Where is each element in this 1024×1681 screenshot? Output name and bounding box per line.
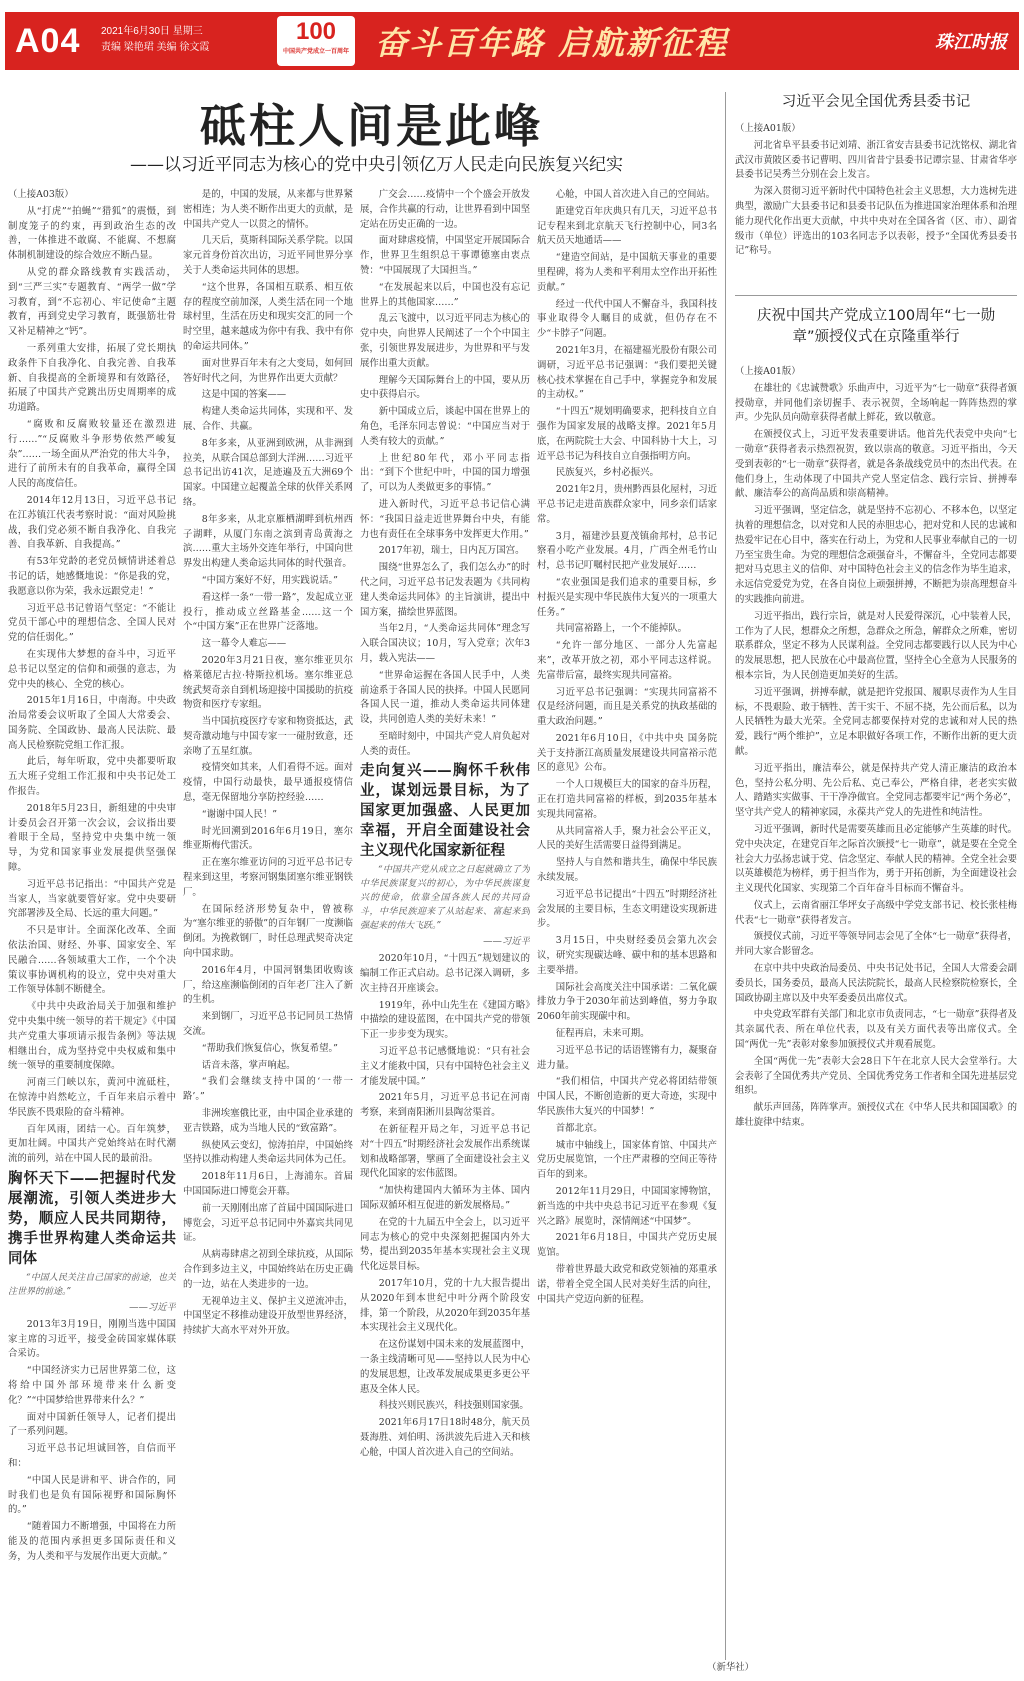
paragraph: 在这份谋划中国未来的发展蓝图中，一条主线清晰可见——坚持以人民为中心的发展思想，让改革发展成果更多更公平惠及全体人民。 [360,1339,530,1395]
quote-attribution: ——习近平 [483,936,530,948]
article-credit: （新华社） [707,1662,754,1673]
paragraph: 1919年，孙中山先生在《建国方略》中描绘的建设蓝图，在中国共产党的带领下正一步步变为现实。 [360,999,530,1041]
paragraph: “这个世界，各国相互联系、相互依存的程度空前加深，人类生活在同一个地球村里，生活在历史和现实交汇的同一个时空里，越来越成为你中有我、我中有你的命运共同体。” [183,281,353,352]
paragraph: 在颁授仪式上，习近平发表重要讲话。他首先代表党中央向“七一勋章”获得者表示热烈祝贺，致以崇高的敬意。习近平指出，今天受到表彰的“七一勋章”获得者，就是各条战线党员中的杰出代表。在他们身上，生动体现了中国共产党人坚定信念、践行宗旨、拼搏奉献、廉洁奉公的高尚品质和崇高精神。 [735,429,1017,500]
paragraph: 距建党百年庆典只有几天，习近平总书记专程来到北京航天飞行控制中心，同3名航天员天地通话—— [537,205,717,247]
paragraph: “随着国力不断增强，中国将在力所能及的范围内承担更多国际责任和义务，为人类和平与发展作出更大贡献。” [8,1521,176,1562]
section-divider [735,295,1017,296]
paragraph: 来到钢厂，习近平总书记同员工热情交流。 [183,1011,353,1038]
paragraph: “腐败和反腐败较量还在激烈进行……”“反腐败斗争形势依然严峻复杂”……一场全面从严治党的伟大斗争，进行了前所未有的自我革命，赢得全国人民的高度信任。 [8,418,176,490]
paragraph: 围绕“世界怎么了，我们怎么办”的时代之问，习近平总书记发表题为《共同构建人类命运共同体》的主旨演讲，提出中国方案，描绘世界蓝图。 [360,562,530,618]
section-subtitle: 胸怀天下——把握时代发展潮流，引领人类进步大势，顺应人民共同期待，携手世界构建人类命运共同体 [8,1171,176,1267]
side-headline-1: 习近平会见全国优秀县委书记 [781,94,971,110]
paragraph: “允许一部分地区、一部分人先富起来”，改革开放之初，邓小平同志这样说。先富带后富，最终实现共同富裕。 [537,640,717,681]
paragraph: 在国际经济形势复杂中，曾被称为“塞尔维亚的骄傲”的百年钢厂一度濒临倒闭。为挽救钢厂，时任总理武契奇决定向中国求助。 [183,903,353,960]
paragraph: 无视单边主义、保护主义逆流冲击，中国坚定不移推动建设开放型世界经济，持续扩大高水平对外开放。 [183,1295,353,1337]
paragraph: 几天后，莫斯科国际关系学院。以国家元首身份首次出访，习近平同世界分享关于人类命运共同体的思想。 [183,235,353,276]
paragraph: 首都北京。 [555,1122,603,1134]
paragraph: 这一幕令人难忘—— [201,638,287,650]
article-column-3 [360,188,530,1660]
source-note: （上接A01版） [735,123,801,134]
newspaper-name: 珠江时报 [935,32,1007,53]
paragraph: 一个人口规模巨大的国家的奋斗历程，正在打造共同富裕的样板，到2035年基本实现共同富裕。 [537,779,717,820]
banner-slogan: 奋斗百年路 启航新征程 [375,24,729,62]
paragraph: 此后，每年听取，党中央都要听取五大班子党组工作汇报和中央书记处工作报告。 [8,756,176,798]
paragraph: 2021年6月10日，《中共中央 国务院关于支持浙江高质量发展建设共同富裕示范区的意见》公布。 [537,732,717,774]
paragraph: 一系列重大安排，拓展了党长期执政条件下自我净化、自我完善、自我革新、自我提高的全新境界和有效路径，拓展了中国共产党跳出历史周期率的成功道路。 [8,342,176,414]
quote-attribution: ——习近平 [129,1302,176,1313]
paragraph: “中国方案好不好，用实践说话。” [201,574,338,586]
paragraph: 在党的十九届五中全会上，以习近平同志为核心的党中央深刻把握国内外大势，提出到2035年基本实现社会主义现代化远景目标。 [360,1216,530,1273]
paragraph: 2014年12月13日，习近平总书记在江苏镇江代表考察时说：“面对风险挑战，我们党必须不断自我净化、自我完善、自我革新、自我提高。” [8,494,176,551]
paragraph: 纵使风云变幻，惊涛拍岸，中国始终坚持以推动构建人类命运共同体为己任。 [183,1139,353,1166]
paragraph: 坚持人与自然和谐共生，确保中华民族永续发展。 [537,857,717,884]
paragraph: 2015年1月16日，中南海。中央政治局常委会议听取了全国人大常委会、国务院、全国政协、最高人民法院、最高人民检察院党组工作汇报。 [8,695,176,751]
paragraph: 3月，福建沙县夏茂镇俞邦村，总书记察看小吃产业发展。4月，广西全州毛竹山村，总书记叮嘱村民把产业发展好…… [537,530,717,572]
paragraph: 科技兴则民族兴，科技强则国家强。 [378,1400,529,1412]
paragraph: 在雄壮的《忠诚赞歌》乐曲声中，习近平为“七一勋章”获得者颁授勋章，并同他们亲切握手、表示祝贺，全场响起一阵阵热烈的掌声。少先队员向勋章获得者献上鲜花，致以敬意。 [735,382,1017,424]
article-column-4 [537,188,717,1660]
paragraph: 河南三门峡以东，黄河中流砥柱，在惊涛中岿然屹立，千百年来启示着中华民族不畏艰险的奋斗精神。 [8,1077,176,1118]
article-column-2 [183,188,353,1660]
paragraph: 2018年11月6日，上海浦东。首届中国国际进口博览会开幕。 [183,1171,353,1197]
paragraph: 时光回溯到2016年6月19日，塞尔维亚斯梅代雷沃。 [183,825,353,852]
paragraph: 经过一代代中国人不懈奋斗，我国科技事业取得令人瞩目的成就，但仍存在不少“卡脖子”问题。 [537,298,717,340]
paragraph: 2017年10月，党的十九大报告提出从2020年到本世纪中叶分两个阶段安排，第一个阶段，从2020年到2035年基本实现社会主义现代化。 [360,1278,530,1334]
paragraph: 前一天刚刚出席了首届中国国际进口博览会，习近平总书记同中外嘉宾共同见证。 [183,1202,353,1244]
paragraph: 2013年3月19日，刚刚当选中国国家主席的习近平，接受金砖国家媒体联合采访。 [8,1318,176,1360]
pull-quote: “中国人民关注自己国家的前途，也关注世界的前途。” [8,1273,176,1297]
paragraph: 广交会……疫情中一个个盛会开放发展，合作共赢的行动，让世界看到中国坚定站在历史正确的一边。 [360,189,530,230]
paragraph: 全国“两优一先”表彰大会28日下午在北京人民大会堂举行。大会表彰了全国优秀共产党员、全国优秀党务工作者和全国先进基层党组织。 [735,1055,1017,1097]
paragraph: 看这样一条“一带一路”，发起成立亚投行，推动成立丝路基金……这一个个“中国方案”正在世界广泛落地。 [183,591,353,633]
paragraph: 8年多来，从亚洲到欧洲，从非洲到拉美，从联合国总部到大洋洲……习近平总书记出访41次，足迹遍及五大洲69个国家。中国建立起覆盖全球的伙伴关系网络。 [183,437,353,508]
paragraph: 这是中国的答案—— [201,389,287,401]
paragraph: 疫情突如其来，人们看得不远。面对疫情，中国行动最快，最早通报疫情信息，毫无保留地分享防控经验…… [183,762,353,804]
issue-meta [101,24,209,56]
paragraph: 至暗时刻中，中国共产党人肩负起对人类的责任。 [360,730,530,757]
source-note: （上接A03版） [8,189,74,200]
paragraph: 面对肆虐疫情，中国坚定开展国际合作，世界卫生组织总干事谭德塞由衷点赞：“中国展现了大国担当。” [360,235,530,276]
paragraph: 城市中轴线上，国家体育馆、中国共产党历史展览馆，一个庄严肃穆的空间正等待百年的到来。 [537,1139,717,1181]
paragraph: 共同富裕路上，一个不能掉队。 [555,623,688,635]
paragraph: 有53年党龄的老党员倾情讲述着总书记的话，她感慨地说：“你是我的党，我愿意以你为荣，我永远跟党走！” [8,556,176,597]
side-article-2-body [735,365,1017,1660]
paragraph: 献乐声回荡，阵阵掌声。颁授仪式在《中华人民共和国国歌》的雄壮旋律中结束。 [735,1102,1017,1129]
pull-quote: “中国共产党从成立之日起就确立了为中华民族谋复兴的初心，为中华民族谋复兴的使命，依靠全国各族人民的共同奋斗，中华民族迎来了从站起来、富起来到强起来的伟大飞跃。” [360,865,530,932]
paragraph: 带着世界最大政党和政党领袖的郑重承诺，带着全党全国人民对美好生活的向往，中国共产党迈向新的征程。 [537,1263,717,1305]
paragraph: “谢谢中国人民！” [201,808,278,820]
paragraph: 河北省阜平县委书记刘靖、浙江省安吉县委书记沈铭权、湖北省武汉市黄陂区委书记曹明、四川省昔宁县委书记谭宗显、甘肃省华亭县委书记吴秀兰分别在会上发言。 [735,139,1017,181]
side-headline-2: 庆祝中国共产党成立100周年“七一勋章”颁授仪式在京隆重举行 [756,308,996,345]
paragraph: 当中国抗疫医疗专家和物资抵达，武契奇激动地与中国专家一一碰肘致意，还亲吻了五星红旗。 [183,716,353,757]
paragraph: 进入新时代，习近平总书记信心满怀：“我国日益走近世界舞台中央，有能力也有责任在全球事务中发挥更大作用。” [360,498,530,540]
paragraph: 2021年2月，贵州黔西县化屋村，习近平总书记走进苗族群众家中，同乡亲们话家常。 [537,484,717,525]
paragraph: 习近平强调，新时代是需要英雄而且必定能够产生英雄的时代。党中央决定，在建党百年之际首次颁授“七一勋章”，就是要在全党全社会大力弘扬忠诚于党、信念坚定、奉献人民的精神。全党全社会要以英雄模范为榜样，勇于担当作为，勇于开拓创新，为全面建设社会主义现代化国家、实现第二个百年奋斗目标而不懈奋斗。 [735,823,1017,895]
paragraph: 8年多来，从北京雁栖湖畔到杭州西子湖畔，从厦门东南之滨到青岛黄海之滨……重大主场外交连年举行，中国向世界发出构建人类命运共同体的时代强音。 [183,513,353,570]
emblem-number: 100 [295,18,337,45]
paragraph: 乱云飞渡中，以习近平同志为核心的党中央，向世界人民阐述了一个个中国主张，引领世界发展进步，为世界和平与发展作出重大贡献。 [360,313,530,369]
column-divider [725,92,726,1660]
paragraph: 习近平强调，拼搏奉献，就是把许党报国、履职尽责作为人生目标，不畏艰险、敢于牺牲、苦干实干、不屈不挠，先公而后私，以为人民牺牲为最大光荣。全党同志都要保持对党的忠诚和对人民的热爱，践行“两个维护”，立足本职做好各项工作，不断作出新的更大贡献。 [735,686,1017,757]
paragraph: 中央党政军群有关部门和北京市负责同志，“七一勋章”获得者及其亲属代表、所在单位代表，以及有关方面代表等出席仪式。全国“两优一先”表彰对象参加颁授仪式并观看展览。 [735,1009,1017,1051]
paragraph: 从党的群众路线教育实践活动，到“三严三实”专题教育、“两学一做”学习教育，到“不忘初心、牢记使命”主题教育，再到党史学习教育，既强筋壮骨又补足精神之“钙”。 [8,266,176,338]
paragraph: 2020年10月，“十四五”规划建议的编制工作正式启动。总书记深入调研，多次主持召开座谈会。 [360,953,530,994]
paragraph: 2020年3月21日夜，塞尔维亚贝尔格莱德尼古拉·特斯拉机场。塞尔维亚总统武契奇亲自到机场迎接中国援助的抗疫物资和医疗专家组。 [183,654,353,711]
paragraph: 2021年5月，习近平总书记在河南考察，来到南阳淅川县陶岔渠首。 [360,1092,530,1119]
paragraph: “世界命运握在各国人民手中，人类前途系于各国人民的抉择。中国人民愿同各国人民一道，推动人类命运共同体建设，共同创造人类的美好未来！” [360,669,530,726]
paragraph: 习近平强调，坚定信念，就是坚持不忘初心、不移本色，以坚定执着的理想信念，以对党和人民的赤胆忠心，把对党和人民的忠诚和热爱牢记在心目中，落实在行动上，为党和人民事业奉献自己的一切乃至宝贵生命。为党的理想信念顽强奋斗，不懈奋斗，全党同志都要把对马克思主义的信仰、对中国特色社会主义的信念作为毕生追求，永远信党爱党为党，在各自岗位上顽强拼搏，不断把为崇高理想奋斗的实践推向前进。 [735,505,1017,605]
issue-editors: 责编 梁艳珺 美编 徐文霞 [101,42,210,53]
paragraph: 2017年初，瑞士，日内瓦万国宫。 [378,545,525,557]
paragraph: 当年2月，“人类命运共同体”理念写入联合国决议；10月，写入党章；次年3月，载入宪法—— [360,623,530,664]
paragraph: 在新征程开局之年，习近平总书记对“十四五”时期经济社会发展作出系统谋划和战略部署，擘画了全面建设社会主义现代化国家的宏伟蓝图。 [360,1124,530,1180]
paragraph: “帮助我们恢复信心，恢复希望。” [201,1042,338,1054]
paragraph: 非洲埃塞俄比亚，由中国企业承建的亚吉铁路，成为当地人民的“致富路”。 [183,1108,353,1134]
paragraph: 不只是审计。全面深化改革、全面依法治国、财经、外事、国家安全、军民融合……各领域重大工作，一个个决策议事协调机构的设立，党中央对重大工作领导体制不断健全。 [8,925,176,996]
paragraph: 习近平指出，廉洁奉公，就是保持共产党人清正廉洁的政治本色，坚持公私分明、先公后私、克己奉公，严格自律，老老实实做人、踏踏实实做事、干干净净做官。全党同志都要牢记“两个务必”，坚守共产党人的精神家园，永葆共产党人的先进性和纯洁性。 [735,762,1017,819]
paragraph: 习近平总书记感慨地说：“只有社会主义才能救中国，只有中国特色社会主义才能发展中国。” [360,1046,530,1087]
paragraph: 习近平总书记提出“十四五”时期经济社会发展的主要目标，生态文明建设实现新进步。 [537,888,717,930]
page-number: A04 [15,22,81,60]
paragraph: 征程再启，未来可期。 [555,1028,650,1040]
issue-date: 2021年6月30日 星期三 [101,26,203,37]
paragraph: 面对中国新任领导人，记者们提出了一系列问题。 [8,1411,176,1438]
paragraph: 2021年6月18日，中国共产党历史展览馆。 [537,1232,717,1259]
paragraph: “在发展起来以后，中国也没有忘记世界上的其他国家……” [360,281,530,308]
paragraph: 颁授仪式前，习近平等领导同志会见了全体“七一勋章”获得者，并同大家合影留念。 [735,931,1017,958]
paragraph: 习近平总书记强调：“实现共同富裕不仅是经济问题，而且是关系党的执政基础的重大政治问题。” [537,686,717,728]
paragraph: 从“打虎”“拍蝇”“猎狐”的震慑，到制度笼子的约束，再到政治生态的改善，一体推进不敢腐、不能腐、不想腐体制机制建设的综合效应不断凸显。 [8,205,176,262]
section-subtitle: 走向复兴——胸怀千秋伟业，谋划远景目标，为了国家更加强盛、人民更加幸福，开启全面建设社会主义现代化国家新征程 [360,763,530,860]
paragraph: 从共同富裕人手，聚力社会公平正义，人民的美好生活需要日益得到满足。 [537,825,717,852]
paragraph: 是的，中国的发展，从来都与世界紧密相连；为人类不断作出更大的贡献，是中国共产党人一以贯之的情怀。 [183,189,353,230]
paragraph: “我们会继续支持中国的‘一带一路’。” [183,1076,353,1103]
paragraph: “加快构建国内大循环为主体、国内国际双循环相互促进的新发展格局。” [360,1185,530,1212]
main-headline: 砥柱人间是此峰 [200,99,543,153]
paragraph: 百年风雨，团结一心。百年筑梦，更加壮阔。中国共产党始终站在时代潮流的前列，站在中国人民的最前沿。 [8,1123,176,1165]
paragraph: 习近平总书记曾语气坚定：“不能让党员干部心中的理想信念、全国人民对党的信任弱化。” [8,602,176,644]
paragraph: 习近平总书记的话语铿锵有力，凝聚奋进力量。 [537,1044,717,1071]
paragraph: “农业强国是我们追求的重要目标，乡村振兴是实现中华民族伟大复兴的一项重大任务。” [537,576,717,618]
emblem-caption: 中国共产党成立一百周年 [282,49,349,55]
paragraph: 心舱，中国人首次进入自己的空间站。 [555,189,716,200]
paragraph: 国际社会高度关注中国承诺：二氧化碳排放力争于2030年前达到峰值，努力争取2060年前实现碳中和。 [537,981,717,1023]
paragraph: “十四五”规划明确要求，把科技自立自强作为国家发展的战略支撑。2021年5月底，在两院院士大会、中国科协十大上，习近平总书记为科技自立自强指明方向。 [537,406,717,462]
centenary-emblem [277,16,355,66]
paragraph: 2021年3月，在福建福光股份有限公司调研，习近平总书记强调：“我们要把关键核心技术掌握在自己手中，掌握竞争和发展的主动权。” [537,344,717,401]
paragraph: 话音未落，掌声响起。 [201,1059,296,1071]
paragraph: 2016年4月，中国河钢集团收购该厂，给这座濒临倒闭的百年老厂注入了新的生机。 [183,964,353,1006]
paragraph: 2021年6月17日18时48分，航天员聂海胜、刘伯明、汤洪波先后进入天和核心舱，中国人首次进入自己的空间站。 [360,1417,530,1458]
paragraph: 习近平指出，践行宗旨，就是对人民爱得深沉，心中装着人民，工作为了人民，想群众之所想，急群众之所急，解群众之所难，密切联系群众，坚定不移为人民谋利益。全党同志都要践行以人民为中心的发展思想，把人民放在心中最高位置，坚持全心全意为人民服务的根本宗旨，为人民创造更加美好的生活。 [735,610,1017,681]
paragraph: “中国经济实力已居世界第二位，这将给中国外部环境带来什么新变化？”“中国梦给世界带来什么？” [8,1365,176,1406]
paragraph: 3月15日，中央财经委员会第九次会议，研究实现碳达峰、碳中和的基本思路和主要举措。 [537,935,717,976]
source-note: （上接A01版） [735,366,801,377]
paragraph: 2012年11月29日，中国国家博物馆，新当选的中共中央总书记习近平在参观《复兴之路》展览时，深情阐述“中国梦”。 [537,1186,717,1227]
paragraph: 民族复兴，乡村必振兴。 [555,467,659,479]
paragraph: 在实现伟大梦想的奋斗中，习近平总书记以坚定的信仰和顽强的意志，为党中央的核心、全党的核心。 [8,648,176,690]
paragraph: 《中共中央政治局关于加强和维护党中央集中统一领导的若干规定》《中国共产党重大事项请示报告条例》等法规相继出台，成为坚持党中央权威和集中统一领导的重要制度保障。 [8,1001,176,1072]
paragraph: 面对世界百年未有之大变局，如何回答好时代之问，为世界作出更大贡献？ [183,357,353,384]
main-subheadline: ——以习近平同志为核心的党中央引领亿万人民走向民族复兴纪实 [130,155,623,175]
paragraph: 仪式上，云南省丽江华坪女子高级中学党支部书记、校长张桂梅代表“七一勋章”获得者发言。 [735,899,1017,926]
masthead-banner [5,12,1019,70]
paragraph: 习近平总书记指出：“中国共产党是当家人，当家就要管好家。党中央要研究部署涉及全局、长远的重大问题。” [8,878,176,920]
paragraph: 上世纪80年代，邓小平同志指出：“到下个世纪中叶，中国的国力增强了，可以为人类做更多的事情。” [360,452,530,494]
paragraph: 新中国成立后，谈起中国在世界上的角色，毛泽东同志曾说：“中国应当对于人类有较大的贡献。” [360,406,530,447]
paragraph: “我们相信，中国共产党必将团结带领中国人民，不断创造新的更大奇迹，实现中华民族伟大复兴的中国梦！” [537,1076,717,1118]
paragraph: 构建人类命运共同体，实现和平、发展、合作、共赢。 [183,406,353,432]
paragraph: 2018年5月23日，新组建的中央审计委员会召开第一次会议，会议指出要着眼于全局，坚持党中央集中统一领导，为党和国家事业发展提供坚强保障。 [8,802,176,874]
paragraph: 为深入贯彻习近平新时代中国特色社会主义思想，大力选树先进典型，激励广大县委书记和县委书记队伍为推进国家治理体系和治理能力现代化作出更大贡献，中共中央对在全国各省（区、市）、副省级市（单位）评选出的103名同志予以表彰，授予“全国优秀县委书记”称号。 [735,186,1017,257]
paragraph: 理解今天国际舞台上的中国，要从历史中获得启示。 [360,374,530,401]
article-column-1 [8,188,176,1660]
paragraph: “建造空间站，是中国航天事业的重要里程碑，将为人类和平利用太空作出开拓性贡献。” [537,252,717,293]
paragraph: 正在塞尔维亚访问的习近平总书记专程来到这里，考察河钢集团塞尔维亚钢铁厂。 [183,857,353,898]
paragraph: “中国人民是讲和平、讲合作的，同时我们也是负有国际视野和国际胸怀的。” [8,1474,176,1516]
paragraph: 习近平总书记坦诚回答，自信而平和： [8,1443,176,1469]
paragraph: 从病毒肆虐之初到全球抗疫，从国际合作到多边主义，中国始终站在历史正确的一边，站在人类进步的一边。 [183,1249,353,1290]
side-article-1-body [735,122,1017,287]
paragraph: 在京中共中央政治局委员、中央书记处书记，全国人大常委会副委员长，国务委员，最高人民法院院长，最高人民检察院检察长，全国政协副主席以及中央军委委员出席仪式。 [735,963,1017,1004]
